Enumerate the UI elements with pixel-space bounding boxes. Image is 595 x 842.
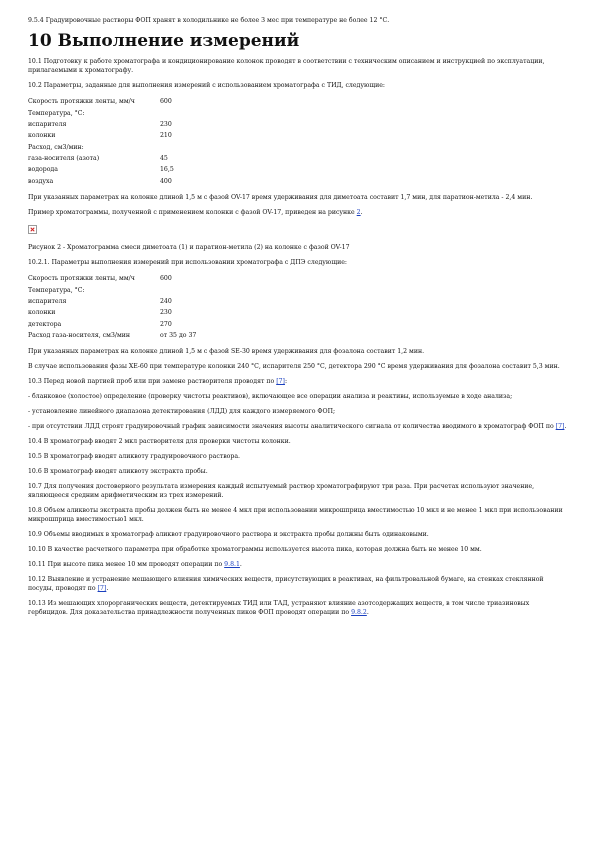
para-text: . — [239, 561, 242, 569]
param-name: испарителя — [28, 120, 67, 128]
param-value: 45 — [160, 155, 168, 163]
para-10-4: 10.4 В хроматограф вводят 2 мкл растворителя для проверки чистоты колонки. — [28, 438, 291, 446]
para-xe60: В случае использования фазы ХЕ-60 при температуре колонки 240 °С, испарителя 250 °С, детектора 290 °С время удерживания для фозалона составит 5,3 мин. — [28, 363, 560, 371]
section-9-8-1-link[interactable]: 9.8.1 — [224, 561, 240, 569]
bullet-calibration-graph — [28, 422, 568, 431]
para-10-12 — [28, 575, 568, 593]
table-row — [28, 130, 178, 141]
table-row — [28, 273, 200, 284]
param-value: 240 — [160, 297, 172, 305]
table-row — [28, 330, 200, 341]
param-name: Температура, °С: — [28, 286, 85, 294]
table-row — [28, 96, 178, 107]
param-value: 230 — [160, 120, 172, 128]
param-value: 400 — [160, 177, 172, 185]
para-10-3 — [28, 377, 568, 386]
para-example-chromatogram — [28, 208, 568, 217]
section-9-5-4-text: 9.5.4 Градуировочные растворы ФОП хранят в холодильнике не более 3 мес при температуре не более 12 °С. — [28, 17, 390, 24]
reference-7-link[interactable]: [7] — [276, 378, 285, 386]
para-text: 10.13 Из мешающих хлорорганических веществ, детектируемых ТИД или ТАД, устраняют влияние азотсодержащих веществ, в том числе триазиновых гербицидов. Для доказательства принадлежности полученных пиков ФОП проводят операции по — [28, 600, 530, 617]
param-value — [160, 284, 200, 295]
bullet-blank-determination: - бланковое (холостое) определение (проверку чистоты реактивов), включающее все операции анализа и реактивы, используемые в ходе анализа; — [28, 393, 513, 401]
para-10-9: 10.9 Объемы вводимых в хроматограф аликвот градуировочного раствора и экстракта пробы должны быть одинаковыми. — [28, 531, 429, 539]
para-text: : — [284, 378, 288, 386]
param-name: газа-носителя (азота) — [28, 155, 100, 163]
param-name: Скорость протяжки ленты, мм/ч — [28, 98, 135, 106]
table-row — [28, 153, 178, 164]
para-text: 10.11 При высоте пика менее 10 мм проводят операции по — [28, 561, 225, 569]
param-name: колонки — [28, 132, 56, 140]
param-name: Скорость протяжки ленты, мм/ч — [28, 275, 135, 283]
param-name: испарителя — [28, 297, 67, 305]
para-text: . — [106, 585, 109, 593]
params-table-tid — [28, 96, 178, 187]
param-value: 16,5 — [160, 166, 174, 174]
para-10-6: 10.6 В хроматограф вводят аликвоту экстракта пробы. — [28, 468, 208, 476]
table-row — [28, 284, 200, 295]
para-text: . — [360, 209, 363, 216]
para-retention-se30: При указанных параметрах на колонке длиной 1,5 м с фазой SE-30 время удерживания для фозалона составит 1,2 мин. — [28, 348, 425, 356]
param-value: 230 — [160, 309, 172, 317]
table-row — [28, 176, 178, 187]
table-row — [28, 296, 200, 307]
para-10-7: 10.7 Для получения достоверного результата измерения каждый испытуемый раствор хроматографируют три раза. При расчетах используют значение, являющееся средним арифметическим из трех измерений. — [28, 483, 535, 500]
table-row — [28, 107, 178, 118]
section-9-8-2-link[interactable]: 9.8.2 — [351, 609, 367, 617]
para-10-2: 10.2 Параметры, заданные для выполнения измерений с использованием хроматографа с ТИД, следующие: — [28, 82, 385, 89]
param-name: колонки — [28, 309, 56, 317]
param-name: детектора — [28, 320, 62, 328]
bullet-linear-range: - установление линейного диапазона детектирования (ЛДД) для каждого измеряемого ФОП; — [28, 408, 336, 416]
para-text: . — [564, 423, 567, 431]
para-text: . — [366, 609, 369, 617]
figure-caption: Рисунок 2 - Хроматограмма смеси диметоата (1) и паратион-метила (2) на колонке с фазой OV-17 — [28, 244, 350, 251]
section-heading: 10 Выполнение измерений — [28, 31, 300, 51]
para-retention-ov17: При указанных параметрах на колонке длиной 1,5 м с фазой OV-17 время удерживания для диметоата составит 1,7 мин, для паратион-метила - 2,4 мин. — [28, 194, 533, 201]
para-10-1: 10.1 Подготовку к работе хроматографа и кондиционирование колонок проводят в соответствии с техническим описанием и инструкцией по эксплуатации, прилагаемыми к хроматографу. — [28, 58, 545, 74]
para-text: Пример хроматограммы, полученной с применением колонки с фазой OV-17, приведен на рисунке — [28, 209, 357, 216]
param-value: 600 — [160, 98, 172, 106]
para-10-11 — [28, 560, 568, 569]
broken-image-icon — [28, 225, 37, 234]
para-10-10: 10.10 В качестве расчетного параметра при обработке хроматограммы используется высота пика, которая должна быть не менее 10 мм. — [28, 546, 482, 554]
table-row — [28, 307, 200, 318]
param-name: Расход, см3/мин: — [28, 143, 84, 151]
table-row — [28, 319, 200, 330]
table-row — [28, 164, 178, 175]
param-value: от 35 до 37 — [160, 332, 197, 340]
table-row — [28, 142, 178, 153]
param-value: 270 — [160, 320, 172, 328]
params-table-dpe — [28, 273, 200, 341]
para-text: 10.3 Перед новой партией проб или при замене растворителя проводят по — [28, 378, 277, 386]
param-value: 210 — [160, 132, 172, 140]
param-name: воздуха — [28, 177, 54, 185]
reference-7-link[interactable]: [7] — [555, 423, 565, 431]
para-10-13 — [28, 599, 568, 617]
para-10-8: 10.8 Объем аликвоты экстракта пробы должен быть не менее 4 мкл при использовании микрошприца вместимостью 10 мкл и не менее 1 мкл при использовании микрошприца вместимостью1 мкл. — [28, 507, 563, 524]
param-name: водорода — [28, 166, 58, 174]
para-10-2-1: 10.2.1. Параметры выполнения измерений при использовании хроматографа с ДПЭ следующие: — [28, 259, 347, 266]
para-10-5: 10.5 В хроматограф вводят аликвоту градуировочного раствора. — [28, 453, 241, 461]
table-row — [28, 119, 178, 130]
figure-2-link[interactable]: 2 — [356, 209, 361, 216]
param-value: 600 — [160, 275, 172, 283]
param-value — [160, 107, 178, 118]
para-text: 10.12 Выявление и устранение мешающего влияния химических веществ, присутствующих в реактивах, на фильтровальной бумаге, на стенках стеклянной посуды, проводят по — [28, 576, 544, 593]
document-page — [28, 16, 568, 623]
reference-7-link[interactable]: [7] — [97, 585, 107, 593]
para-text: - при отсутствии ЛДД строят градуировочный график зависимости значения высоты аналитического сигнала от количества вводимого в хроматограф ФОП по — [28, 423, 556, 431]
param-value — [160, 142, 178, 153]
param-name: Расход газа-носителя, см3/мин — [28, 332, 131, 340]
param-name: Температура, °С: — [28, 109, 85, 117]
